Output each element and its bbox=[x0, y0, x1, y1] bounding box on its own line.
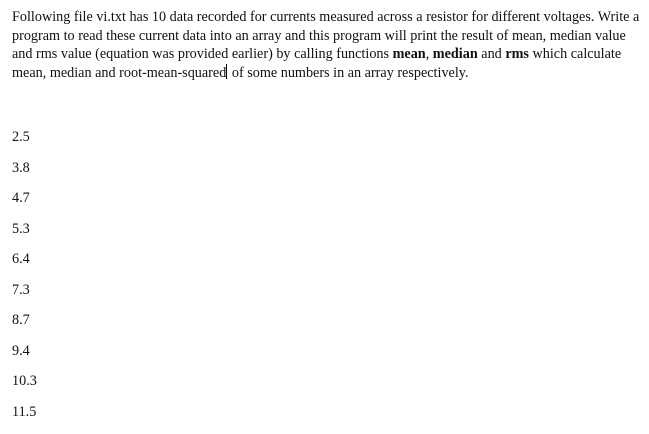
data-value: 2.5 bbox=[12, 129, 37, 160]
data-value: 5.3 bbox=[12, 221, 37, 252]
description-text-3: of some numbers in an array respectively. bbox=[228, 65, 468, 81]
data-value: 6.4 bbox=[12, 251, 37, 282]
data-value: 7.3 bbox=[12, 282, 37, 313]
data-values-list bbox=[12, 129, 37, 434]
function-name-median: median bbox=[433, 46, 478, 62]
problem-description[interactable] bbox=[12, 8, 642, 82]
data-value: 8.7 bbox=[12, 312, 37, 343]
data-value: 3.8 bbox=[12, 160, 37, 191]
description-text-2: which calculate mean, median and root-mean-squared bbox=[12, 46, 621, 81]
function-name-mean: mean bbox=[393, 46, 426, 62]
data-value: 10.3 bbox=[12, 373, 37, 404]
data-value: 11.5 bbox=[12, 404, 37, 434]
description-text-1: Following file vi.txt has 10 data recorded for currents measured across a resistor for different voltages. Write a program to read these current data into an array and this program will print the result of mean, median value and rms value (equation was provided earlier) by calling functions bbox=[12, 9, 639, 62]
data-value: 4.7 bbox=[12, 190, 37, 221]
data-value: 9.4 bbox=[12, 343, 37, 374]
document-body bbox=[12, 8, 642, 82]
separator-2: and bbox=[478, 46, 506, 62]
separator-1: , bbox=[426, 46, 433, 62]
function-name-rms: rms bbox=[505, 46, 529, 62]
